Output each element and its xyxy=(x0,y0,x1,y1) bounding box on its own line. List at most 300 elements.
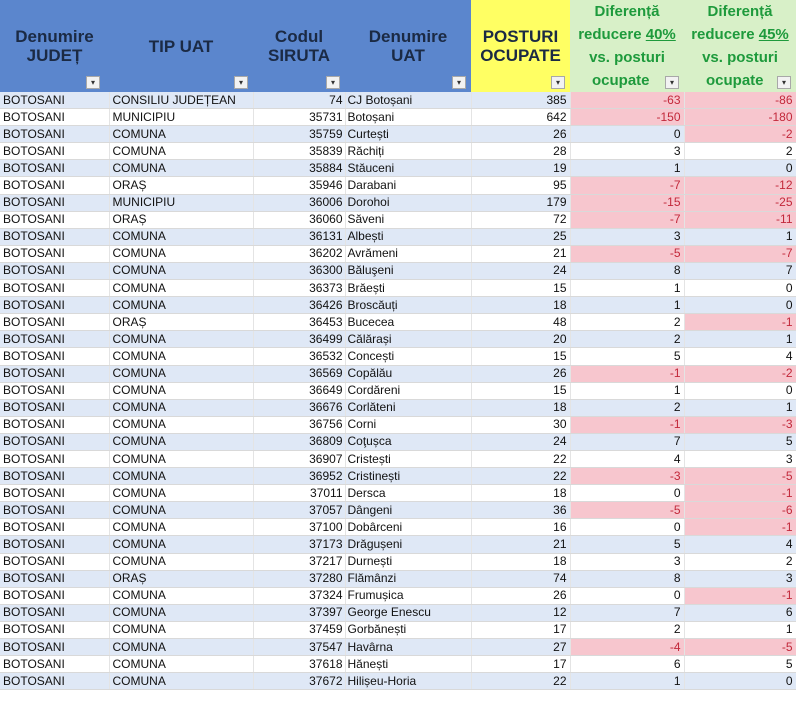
cell-judet[interactable]: BOTOSANI xyxy=(0,228,109,245)
cell-tip-uat[interactable]: ORAȘ xyxy=(109,177,253,194)
cell-denumire-uat[interactable]: Corlăteni xyxy=(345,399,471,416)
cell-diferenta-45[interactable]: 5 xyxy=(684,433,796,450)
cell-tip-uat[interactable]: COMUNA xyxy=(109,331,253,348)
cell-denumire-uat[interactable]: Drăgușeni xyxy=(345,536,471,553)
cell-siruta[interactable]: 36300 xyxy=(253,262,345,279)
header-uat-line2: UAT xyxy=(391,46,425,65)
cell-tip-uat[interactable]: MUNICIPIU xyxy=(109,194,253,211)
cell-denumire-uat[interactable]: Concești xyxy=(345,348,471,365)
cell-diferenta-40[interactable]: 3 xyxy=(570,553,684,570)
cell-tip-uat[interactable]: COMUNA xyxy=(109,673,253,690)
cell-diferenta-40[interactable]: 6 xyxy=(570,656,684,673)
cell-posturi-ocupate[interactable]: 18 xyxy=(471,553,570,570)
cell-diferenta-45[interactable]: 0 xyxy=(684,382,796,399)
cell-denumire-uat[interactable]: Coţușca xyxy=(345,433,471,450)
header-diff45-line3: vs. posturi xyxy=(702,49,778,66)
header-diff45-line4: ocupate xyxy=(706,72,764,89)
cell-posturi-ocupate[interactable]: 18 xyxy=(471,485,570,502)
cell-diferenta-40[interactable]: 1 xyxy=(570,382,684,399)
cell-diferenta-45[interactable]: -1 xyxy=(684,519,796,536)
cell-diferenta-45[interactable]: -5 xyxy=(684,468,796,485)
table-row xyxy=(0,126,796,143)
cell-diferenta-40[interactable]: 2 xyxy=(570,621,684,638)
cell-diferenta-40[interactable]: 7 xyxy=(570,433,684,450)
table-row xyxy=(0,502,796,519)
cell-judet[interactable]: BOTOSANI xyxy=(0,194,109,211)
cell-posturi-ocupate[interactable]: 385 xyxy=(471,92,570,109)
cell-posturi-ocupate[interactable]: 24 xyxy=(471,262,570,279)
cell-judet[interactable]: BOTOSANI xyxy=(0,587,109,604)
cell-diferenta-45[interactable]: -5 xyxy=(684,639,796,656)
cell-diferenta-40[interactable]: 5 xyxy=(570,348,684,365)
cell-posturi-ocupate[interactable]: 26 xyxy=(471,365,570,382)
cell-judet[interactable]: BOTOSANI xyxy=(0,245,109,262)
cell-denumire-uat[interactable]: Stăuceni xyxy=(345,160,471,177)
cell-tip-uat[interactable]: COMUNA xyxy=(109,604,253,621)
table-row xyxy=(0,399,796,416)
cell-posturi-ocupate[interactable]: 27 xyxy=(471,639,570,656)
cell-diferenta-40[interactable]: -63 xyxy=(570,92,684,109)
cell-tip-uat[interactable]: COMUNA xyxy=(109,399,253,416)
cell-diferenta-45[interactable]: 1 xyxy=(684,399,796,416)
cell-judet[interactable]: BOTOSANI xyxy=(0,331,109,348)
cell-siruta[interactable]: 36426 xyxy=(253,297,345,314)
cell-diferenta-45[interactable]: -6 xyxy=(684,502,796,519)
cell-judet[interactable]: BOTOSANI xyxy=(0,536,109,553)
cell-diferenta-40[interactable]: -7 xyxy=(570,211,684,228)
cell-diferenta-40[interactable]: 2 xyxy=(570,331,684,348)
cell-diferenta-40[interactable]: -4 xyxy=(570,639,684,656)
cell-siruta[interactable]: 35731 xyxy=(253,109,345,126)
table-row xyxy=(0,382,796,399)
cell-denumire-uat[interactable]: Săveni xyxy=(345,211,471,228)
cell-tip-uat[interactable]: COMUNA xyxy=(109,656,253,673)
cell-judet[interactable]: BOTOSANI xyxy=(0,143,109,160)
cell-diferenta-40[interactable]: 2 xyxy=(570,314,684,331)
cell-tip-uat[interactable]: ORAȘ xyxy=(109,314,253,331)
chevron-down-icon[interactable]: ▾ xyxy=(326,76,340,89)
table-row xyxy=(0,297,796,314)
cell-judet[interactable]: BOTOSANI xyxy=(0,553,109,570)
table-row xyxy=(0,228,796,245)
chevron-down-icon[interactable]: ▾ xyxy=(777,76,791,89)
cell-diferenta-40[interactable]: 2 xyxy=(570,399,684,416)
table-row xyxy=(0,468,796,485)
cell-diferenta-45[interactable]: 7 xyxy=(684,262,796,279)
cell-tip-uat[interactable]: COMUNA xyxy=(109,502,253,519)
cell-diferenta-40[interactable]: -3 xyxy=(570,468,684,485)
cell-posturi-ocupate[interactable]: 21 xyxy=(471,536,570,553)
cell-siruta[interactable]: 35759 xyxy=(253,126,345,143)
table-row xyxy=(0,587,796,604)
cell-denumire-uat[interactable]: Darabani xyxy=(345,177,471,194)
cell-denumire-uat[interactable]: Cristești xyxy=(345,450,471,467)
cell-posturi-ocupate[interactable]: 24 xyxy=(471,433,570,450)
cell-posturi-ocupate[interactable]: 15 xyxy=(471,382,570,399)
table-row xyxy=(0,485,796,502)
cell-judet[interactable]: BOTOSANI xyxy=(0,365,109,382)
cell-tip-uat[interactable]: COMUNA xyxy=(109,297,253,314)
cell-siruta[interactable]: 37280 xyxy=(253,570,345,587)
cell-diferenta-40[interactable]: -15 xyxy=(570,194,684,211)
cell-siruta[interactable]: 36060 xyxy=(253,211,345,228)
cell-diferenta-45[interactable]: -1 xyxy=(684,587,796,604)
cell-denumire-uat[interactable]: Copălău xyxy=(345,365,471,382)
cell-diferenta-45[interactable]: -3 xyxy=(684,416,796,433)
cell-diferenta-40[interactable]: 1 xyxy=(570,297,684,314)
cell-siruta[interactable]: 36006 xyxy=(253,194,345,211)
cell-denumire-uat[interactable]: Răchiți xyxy=(345,143,471,160)
cell-posturi-ocupate[interactable]: 25 xyxy=(471,228,570,245)
cell-judet[interactable]: BOTOSANI xyxy=(0,297,109,314)
cell-denumire-uat[interactable]: Bucecea xyxy=(345,314,471,331)
cell-diferenta-45[interactable]: 2 xyxy=(684,143,796,160)
cell-diferenta-40[interactable]: 0 xyxy=(570,519,684,536)
cell-siruta[interactable]: 36952 xyxy=(253,468,345,485)
cell-diferenta-45[interactable]: 0 xyxy=(684,160,796,177)
table-row xyxy=(0,536,796,553)
cell-diferenta-40[interactable]: 5 xyxy=(570,536,684,553)
cell-diferenta-45[interactable]: -2 xyxy=(684,126,796,143)
cell-diferenta-40[interactable]: 7 xyxy=(570,604,684,621)
cell-diferenta-45[interactable]: 1 xyxy=(684,228,796,245)
cell-tip-uat[interactable]: MUNICIPIU xyxy=(109,109,253,126)
cell-siruta[interactable]: 74 xyxy=(253,92,345,109)
header-posturi-line1: POSTURI xyxy=(482,27,559,46)
cell-denumire-uat[interactable]: Flămânzi xyxy=(345,570,471,587)
cell-denumire-uat[interactable]: Băluşeni xyxy=(345,262,471,279)
cell-tip-uat[interactable]: CONSILIU JUDEȚEAN xyxy=(109,92,253,109)
cell-diferenta-45[interactable]: -25 xyxy=(684,194,796,211)
chevron-down-icon[interactable]: ▾ xyxy=(234,76,248,89)
cell-siruta[interactable]: 36756 xyxy=(253,416,345,433)
cell-siruta[interactable]: 36453 xyxy=(253,314,345,331)
cell-tip-uat[interactable]: COMUNA xyxy=(109,365,253,382)
cell-posturi-ocupate[interactable]: 21 xyxy=(471,245,570,262)
cell-siruta[interactable]: 36809 xyxy=(253,433,345,450)
cell-diferenta-45[interactable]: 4 xyxy=(684,536,796,553)
cell-diferenta-40[interactable]: 0 xyxy=(570,587,684,604)
cell-siruta[interactable]: 37217 xyxy=(253,553,345,570)
table-row xyxy=(0,604,796,621)
cell-tip-uat[interactable]: COMUNA xyxy=(109,416,253,433)
cell-diferenta-40[interactable]: 3 xyxy=(570,228,684,245)
cell-diferenta-45[interactable]: 1 xyxy=(684,621,796,638)
cell-siruta[interactable]: 36569 xyxy=(253,365,345,382)
cell-denumire-uat[interactable]: Durnești xyxy=(345,553,471,570)
cell-diferenta-45[interactable]: -1 xyxy=(684,314,796,331)
cell-posturi-ocupate[interactable]: 12 xyxy=(471,604,570,621)
cell-siruta[interactable]: 37459 xyxy=(253,621,345,638)
header-diff45-percent: 45% xyxy=(758,26,789,43)
cell-denumire-uat[interactable]: Dorohoi xyxy=(345,194,471,211)
cell-diferenta-40[interactable]: -5 xyxy=(570,245,684,262)
header-diff40-percent: 40% xyxy=(645,26,676,43)
cell-diferenta-40[interactable]: 0 xyxy=(570,126,684,143)
cell-judet[interactable]: BOTOSANI xyxy=(0,92,109,109)
cell-tip-uat[interactable]: COMUNA xyxy=(109,126,253,143)
table-row xyxy=(0,160,796,177)
cell-judet[interactable]: BOTOSANI xyxy=(0,604,109,621)
cell-denumire-uat[interactable]: Broscăuți xyxy=(345,297,471,314)
cell-denumire-uat[interactable]: Curtești xyxy=(345,126,471,143)
header-uat-line1: Denumire xyxy=(368,27,448,46)
table-row xyxy=(0,245,796,262)
header-diff-45 xyxy=(684,0,796,92)
cell-denumire-uat[interactable]: Cristinești xyxy=(345,468,471,485)
cell-diferenta-45[interactable]: 1 xyxy=(684,331,796,348)
cell-denumire-uat[interactable]: Călărași xyxy=(345,331,471,348)
cell-tip-uat[interactable]: COMUNA xyxy=(109,228,253,245)
cell-judet[interactable]: BOTOSANI xyxy=(0,399,109,416)
header-tip-label: TIP UAT xyxy=(148,36,214,56)
cell-diferenta-45[interactable]: 5 xyxy=(684,656,796,673)
cell-diferenta-40[interactable]: 8 xyxy=(570,262,684,279)
cell-tip-uat[interactable]: COMUNA xyxy=(109,468,253,485)
cell-judet[interactable]: BOTOSANI xyxy=(0,450,109,467)
cell-tip-uat[interactable]: COMUNA xyxy=(109,245,253,262)
cell-diferenta-45[interactable]: 0 xyxy=(684,280,796,297)
cell-siruta[interactable]: 37324 xyxy=(253,587,345,604)
cell-posturi-ocupate[interactable]: 28 xyxy=(471,143,570,160)
cell-denumire-uat[interactable]: Brăești xyxy=(345,280,471,297)
chevron-down-icon[interactable]: ▾ xyxy=(452,76,466,89)
cell-judet[interactable]: BOTOSANI xyxy=(0,656,109,673)
cell-diferenta-40[interactable]: -7 xyxy=(570,177,684,194)
cell-posturi-ocupate[interactable]: 16 xyxy=(471,519,570,536)
cell-tip-uat[interactable]: COMUNA xyxy=(109,587,253,604)
table-row xyxy=(0,673,796,690)
cell-siruta[interactable]: 35946 xyxy=(253,177,345,194)
cell-judet[interactable]: BOTOSANI xyxy=(0,314,109,331)
table-row xyxy=(0,365,796,382)
cell-diferenta-40[interactable]: -150 xyxy=(570,109,684,126)
cell-judet[interactable]: BOTOSANI xyxy=(0,433,109,450)
header-posturi xyxy=(471,0,570,92)
cell-diferenta-45[interactable]: -12 xyxy=(684,177,796,194)
cell-posturi-ocupate[interactable]: 72 xyxy=(471,211,570,228)
cell-denumire-uat[interactable]: Gorbănești xyxy=(345,621,471,638)
cell-tip-uat[interactable]: COMUNA xyxy=(109,621,253,638)
header-diff45-line2: reducere xyxy=(691,26,759,43)
cell-posturi-ocupate[interactable]: 179 xyxy=(471,194,570,211)
cell-judet[interactable]: BOTOSANI xyxy=(0,348,109,365)
cell-denumire-uat[interactable]: Dângeni xyxy=(345,502,471,519)
cell-judet[interactable]: BOTOSANI xyxy=(0,468,109,485)
cell-posturi-ocupate[interactable]: 22 xyxy=(471,673,570,690)
cell-judet[interactable]: BOTOSANI xyxy=(0,382,109,399)
cell-tip-uat[interactable]: ORAȘ xyxy=(109,211,253,228)
cell-judet[interactable]: BOTOSANI xyxy=(0,502,109,519)
cell-tip-uat[interactable]: COMUNA xyxy=(109,553,253,570)
cell-judet[interactable]: BOTOSANI xyxy=(0,177,109,194)
cell-posturi-ocupate[interactable]: 26 xyxy=(471,126,570,143)
header-diff40-line2: reducere xyxy=(578,26,646,43)
cell-siruta[interactable]: 37057 xyxy=(253,502,345,519)
table-row xyxy=(0,331,796,348)
table-row xyxy=(0,262,796,279)
cell-tip-uat[interactable]: COMUNA xyxy=(109,485,253,502)
cell-siruta[interactable]: 37397 xyxy=(253,604,345,621)
cell-denumire-uat[interactable]: Corni xyxy=(345,416,471,433)
cell-denumire-uat[interactable]: Hănești xyxy=(345,656,471,673)
cell-posturi-ocupate[interactable]: 48 xyxy=(471,314,570,331)
header-diff40-line4: ocupate xyxy=(592,72,650,89)
cell-siruta[interactable]: 35839 xyxy=(253,143,345,160)
cell-diferenta-40[interactable]: 1 xyxy=(570,673,684,690)
table-row xyxy=(0,656,796,673)
cell-judet[interactable]: BOTOSANI xyxy=(0,280,109,297)
cell-tip-uat[interactable]: COMUNA xyxy=(109,280,253,297)
header-judet-line1: Denumire xyxy=(15,27,94,46)
table-row xyxy=(0,348,796,365)
cell-posturi-ocupate[interactable]: 95 xyxy=(471,177,570,194)
table-row xyxy=(0,450,796,467)
cell-diferenta-45[interactable]: -11 xyxy=(684,211,796,228)
table-row xyxy=(0,177,796,194)
cell-siruta[interactable]: 36131 xyxy=(253,228,345,245)
cell-posturi-ocupate[interactable]: 17 xyxy=(471,656,570,673)
cell-siruta[interactable]: 37100 xyxy=(253,519,345,536)
table-row xyxy=(0,109,796,126)
cell-denumire-uat[interactable]: CJ Botoșani xyxy=(345,92,471,109)
cell-posturi-ocupate[interactable]: 18 xyxy=(471,297,570,314)
filter-dropdown-icon[interactable]: ▾ xyxy=(86,76,100,89)
table-row xyxy=(0,639,796,656)
cell-tip-uat[interactable]: COMUNA xyxy=(109,348,253,365)
cell-judet[interactable]: BOTOSANI xyxy=(0,126,109,143)
cell-diferenta-40[interactable]: -5 xyxy=(570,502,684,519)
cell-siruta[interactable]: 36649 xyxy=(253,382,345,399)
cell-tip-uat[interactable]: COMUNA xyxy=(109,519,253,536)
cell-judet[interactable]: BOTOSANI xyxy=(0,109,109,126)
cell-judet[interactable]: BOTOSANI xyxy=(0,519,109,536)
cell-diferenta-45[interactable]: 0 xyxy=(684,297,796,314)
cell-posturi-ocupate[interactable]: 22 xyxy=(471,450,570,467)
cell-tip-uat[interactable]: COMUNA xyxy=(109,382,253,399)
cell-judet[interactable]: BOTOSANI xyxy=(0,262,109,279)
cell-diferenta-45[interactable]: 3 xyxy=(684,450,796,467)
cell-denumire-uat[interactable]: Albești xyxy=(345,228,471,245)
cell-diferenta-40[interactable]: 8 xyxy=(570,570,684,587)
cell-siruta[interactable]: 37011 xyxy=(253,485,345,502)
cell-diferenta-40[interactable]: 0 xyxy=(570,485,684,502)
chevron-down-icon[interactable]: ▾ xyxy=(551,76,565,89)
cell-denumire-uat[interactable]: Avrămeni xyxy=(345,245,471,262)
cell-siruta[interactable]: 37618 xyxy=(253,656,345,673)
cell-siruta[interactable]: 37547 xyxy=(253,639,345,656)
cell-diferenta-45[interactable]: -7 xyxy=(684,245,796,262)
cell-diferenta-40[interactable]: -1 xyxy=(570,365,684,382)
cell-posturi-ocupate[interactable]: 18 xyxy=(471,399,570,416)
cell-judet[interactable]: BOTOSANI xyxy=(0,485,109,502)
cell-judet[interactable]: BOTOSANI xyxy=(0,673,109,690)
cell-judet[interactable]: BOTOSANI xyxy=(0,416,109,433)
cell-posturi-ocupate[interactable]: 30 xyxy=(471,416,570,433)
cell-posturi-ocupate[interactable]: 20 xyxy=(471,331,570,348)
cell-posturi-ocupate[interactable]: 36 xyxy=(471,502,570,519)
header-tip xyxy=(109,0,253,92)
cell-denumire-uat[interactable]: Havârna xyxy=(345,639,471,656)
cell-siruta[interactable]: 36676 xyxy=(253,399,345,416)
table-row xyxy=(0,553,796,570)
cell-diferenta-45[interactable]: 2 xyxy=(684,553,796,570)
cell-denumire-uat[interactable]: Dobârceni xyxy=(345,519,471,536)
chevron-down-icon[interactable]: ▾ xyxy=(665,76,679,89)
cell-diferenta-45[interactable]: 4 xyxy=(684,348,796,365)
cell-diferenta-45[interactable]: -1 xyxy=(684,485,796,502)
cell-posturi-ocupate[interactable]: 19 xyxy=(471,160,570,177)
header-diff-40 xyxy=(570,0,684,92)
header-diff40-line3: vs. posturi xyxy=(589,49,665,66)
cell-posturi-ocupate[interactable]: 74 xyxy=(471,570,570,587)
cell-diferenta-45[interactable]: 3 xyxy=(684,570,796,587)
cell-denumire-uat[interactable]: Frumușica xyxy=(345,587,471,604)
cell-denumire-uat[interactable]: Cordăreni xyxy=(345,382,471,399)
cell-posturi-ocupate[interactable]: 642 xyxy=(471,109,570,126)
cell-diferenta-45[interactable]: -180 xyxy=(684,109,796,126)
cell-posturi-ocupate[interactable]: 15 xyxy=(471,280,570,297)
cell-siruta[interactable]: 36532 xyxy=(253,348,345,365)
header-row xyxy=(0,0,796,92)
cell-tip-uat[interactable]: COMUNA xyxy=(109,536,253,553)
cell-tip-uat[interactable]: COMUNA xyxy=(109,450,253,467)
cell-posturi-ocupate[interactable]: 26 xyxy=(471,587,570,604)
cell-siruta[interactable]: 36499 xyxy=(253,331,345,348)
cell-tip-uat[interactable]: COMUNA xyxy=(109,639,253,656)
cell-posturi-ocupate[interactable]: 17 xyxy=(471,621,570,638)
table-row xyxy=(0,92,796,109)
cell-siruta[interactable]: 37173 xyxy=(253,536,345,553)
table-row xyxy=(0,621,796,638)
cell-diferenta-40[interactable]: 3 xyxy=(570,143,684,160)
cell-judet[interactable]: BOTOSANI xyxy=(0,570,109,587)
cell-tip-uat[interactable]: COMUNA xyxy=(109,433,253,450)
table-row xyxy=(0,143,796,160)
cell-tip-uat[interactable]: COMUNA xyxy=(109,160,253,177)
cell-diferenta-40[interactable]: -1 xyxy=(570,416,684,433)
cell-judet[interactable]: BOTOSANI xyxy=(0,160,109,177)
cell-siruta[interactable]: 35884 xyxy=(253,160,345,177)
cell-denumire-uat[interactable]: George Enescu xyxy=(345,604,471,621)
cell-tip-uat[interactable]: ORAȘ xyxy=(109,570,253,587)
table-row xyxy=(0,194,796,211)
cell-denumire-uat[interactable]: Hilișeu-Horia xyxy=(345,673,471,690)
cell-siruta[interactable]: 36373 xyxy=(253,280,345,297)
cell-siruta[interactable]: 36907 xyxy=(253,450,345,467)
cell-diferenta-45[interactable]: -86 xyxy=(684,92,796,109)
cell-posturi-ocupate[interactable]: 22 xyxy=(471,468,570,485)
cell-posturi-ocupate[interactable]: 15 xyxy=(471,348,570,365)
cell-diferenta-45[interactable]: 6 xyxy=(684,604,796,621)
cell-diferenta-45[interactable]: -2 xyxy=(684,365,796,382)
cell-denumire-uat[interactable]: Botoșani xyxy=(345,109,471,126)
cell-siruta[interactable]: 36202 xyxy=(253,245,345,262)
table-row xyxy=(0,280,796,297)
cell-judet[interactable]: BOTOSANI xyxy=(0,639,109,656)
cell-tip-uat[interactable]: COMUNA xyxy=(109,262,253,279)
cell-diferenta-40[interactable]: 1 xyxy=(570,160,684,177)
cell-diferenta-40[interactable]: 4 xyxy=(570,450,684,467)
table-row xyxy=(0,211,796,228)
cell-siruta[interactable]: 37672 xyxy=(253,673,345,690)
cell-diferenta-40[interactable]: 1 xyxy=(570,280,684,297)
cell-judet[interactable]: BOTOSANI xyxy=(0,211,109,228)
cell-judet[interactable]: BOTOSANI xyxy=(0,621,109,638)
cell-diferenta-45[interactable]: 0 xyxy=(684,673,796,690)
cell-denumire-uat[interactable]: Dersca xyxy=(345,485,471,502)
cell-tip-uat[interactable]: COMUNA xyxy=(109,143,253,160)
